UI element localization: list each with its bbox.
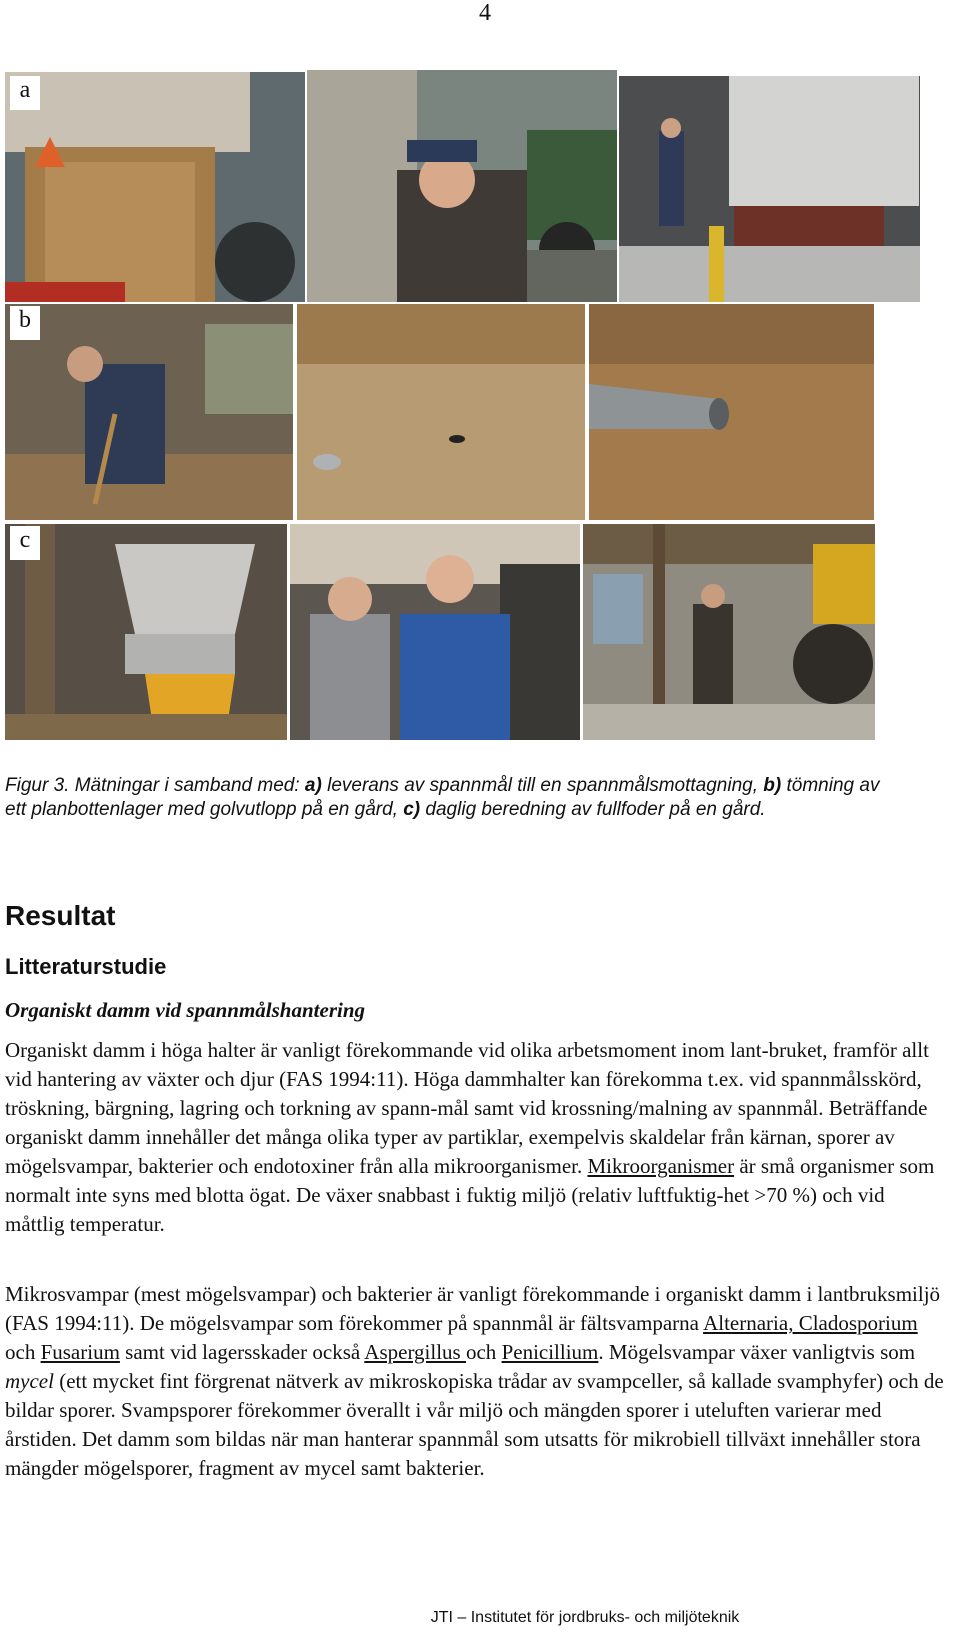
photo-a1-trailer-grain-sample [5,72,305,302]
photo-c2-two-men [290,524,580,740]
figure-row-label-b: b [10,306,40,340]
heading-litteraturstudie: Litteraturstudie [5,954,167,979]
photo-a3-truck-unloading [619,76,920,302]
heading-resultat: Resultat [5,900,116,931]
link-fusarium[interactable]: Fusarium [40,1340,120,1364]
photo-b1-man-shoveling [5,304,293,520]
photo-a2-man-with-cap [307,70,617,302]
paragraph-2: Mikrosvampar (mest mögelsvampar) och bakterier är vanligt förekommande i organiskt damm i lantbruksmiljö (FAS 1994:11). De mögelsvampar som förekommer på spannmål är fältsvamparna Alternaria, Cladosporium och Fusarium samt vid lagersskader också Aspergillus och Penicillium. Mögelsvampar växer vanligtvis som mycel (ett mycket fint förgrenat nätverk av mikroskopiska trådar av svampceller, så kallade svamphyfer) och de bildar sporer. Svampsporer förekommer överallt i vår miljö och mängden sporer i uteluften varierar med årstiden. Det damm som bildas när man hanterar spannmål som utsatts för mikrobiell tillväxt innehåller stora mängder mögelsporer, fragment av mycel samt bakterier. [5,1282,944,1480]
link-penicillium[interactable]: Penicillium [501,1340,599,1364]
page-number: 4 [479,0,491,26]
figure-caption: Figur 3. Mätningar i samband med: a) leverans av spannmål till en spannmålsmottagning, b) tömning av ett planbottenlager med golvutlopp på en gård, c) daglig beredning av fullfoder på en gård. [5,775,880,820]
photo-c3-dusty-barn [583,524,875,740]
figure-row-label-c: c [10,526,40,560]
page-footer: JTI – Institutet för jordbruks- och miljöteknik [430,1609,740,1626]
photo-b3-grain-pipe [589,304,874,520]
heading-organiskt-damm: Organiskt damm vid spannmålshantering [5,998,366,1022]
photo-c1-mixer-hopper [5,524,287,740]
link-alternaria-cladosporium[interactable]: Alternaria, Cladosporium [703,1311,918,1335]
link-aspergillus[interactable]: Aspergillus [364,1340,466,1364]
paragraph-1: Organiskt damm i höga halter är vanligt förekommande vid olika arbetsmoment inom lant-bruket, framför allt vid hantering av växter och djur (FAS 1994:11). Höga dammhalter kan förekomma t.ex. vid spannmålsskörd, tröskning, bärgning, lagring och torkning av spann-mål samt vid krossning/malning av spannmål. Beträffande organiskt damm innehåller det många olika typer av partiklar, exempelvis skaldelar från kärnan, sporer av mögelsvampar, bakterier och endotoxiner från alla mikroorganismer. Mikroorganismer är små organismer som normalt inte syns med blotta ögat. De växer snabbast i fuktig miljö (relativ luftfuktig-het >70 %) och vid måttlig temperatur. [5,1038,935,1236]
link-mikroorganismer[interactable]: Mikroorganismer [587,1154,735,1178]
photo-b2-floor-outlet [297,304,585,520]
figure-row-label-a: a [10,76,40,110]
